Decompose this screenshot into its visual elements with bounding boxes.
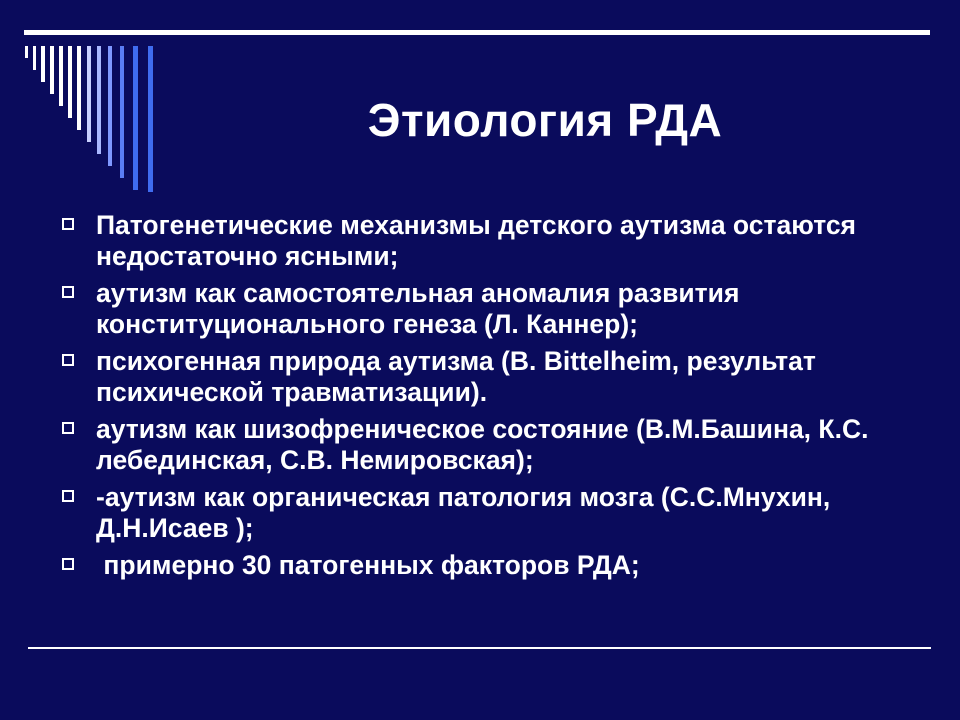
stripe [50,46,54,94]
bottom-divider [28,647,931,649]
bullet-text: психогенная природа аутизма (В. Bittelheim, результат психической травматизации). [96,346,816,407]
bullet-list [58,210,888,587]
decorative-stripes [0,0,200,200]
stripe [87,46,91,142]
bullet-text: -аутизм как органическая патология мозга (С.С.Мнухин, Д.Н.Исаев ); [96,482,831,543]
hollow-square-icon [62,490,74,502]
slide-title: Этиология РДА [367,94,723,146]
stripe [133,46,138,190]
stripe [25,46,28,58]
bullet-text: примерно 30 патогенных факторов РДА; [96,550,640,580]
bullet-text: аутизм как шизофреническое состояние (В.М.Башина, К.С. лебединская, С.В. Немировская); [96,414,869,475]
hollow-square-icon [62,218,74,230]
hollow-square-icon [62,422,74,434]
stripe [41,46,45,82]
stripe [148,46,153,192]
bullet-text: Патогенетические механизмы детского аутизма остаются недостаточно ясными; [96,210,857,271]
stripe [59,46,63,106]
hollow-square-icon [62,558,74,570]
bullet-text: аутизм как самостоятельная аномалия развития конституционального генеза (Л. Каннер); [96,278,740,339]
bullet-item [58,414,888,476]
bullet-item [58,210,888,272]
bullet-item [58,482,888,544]
hollow-square-icon [62,354,74,366]
bullet-item [58,346,888,408]
stripe [77,46,81,130]
stripe [108,46,112,166]
hollow-square-icon [62,286,74,298]
stripe [33,46,36,70]
stripe [120,46,124,178]
stripe [97,46,101,154]
stripe [68,46,72,118]
bullet-item [58,550,888,581]
bullet-item [58,278,888,340]
